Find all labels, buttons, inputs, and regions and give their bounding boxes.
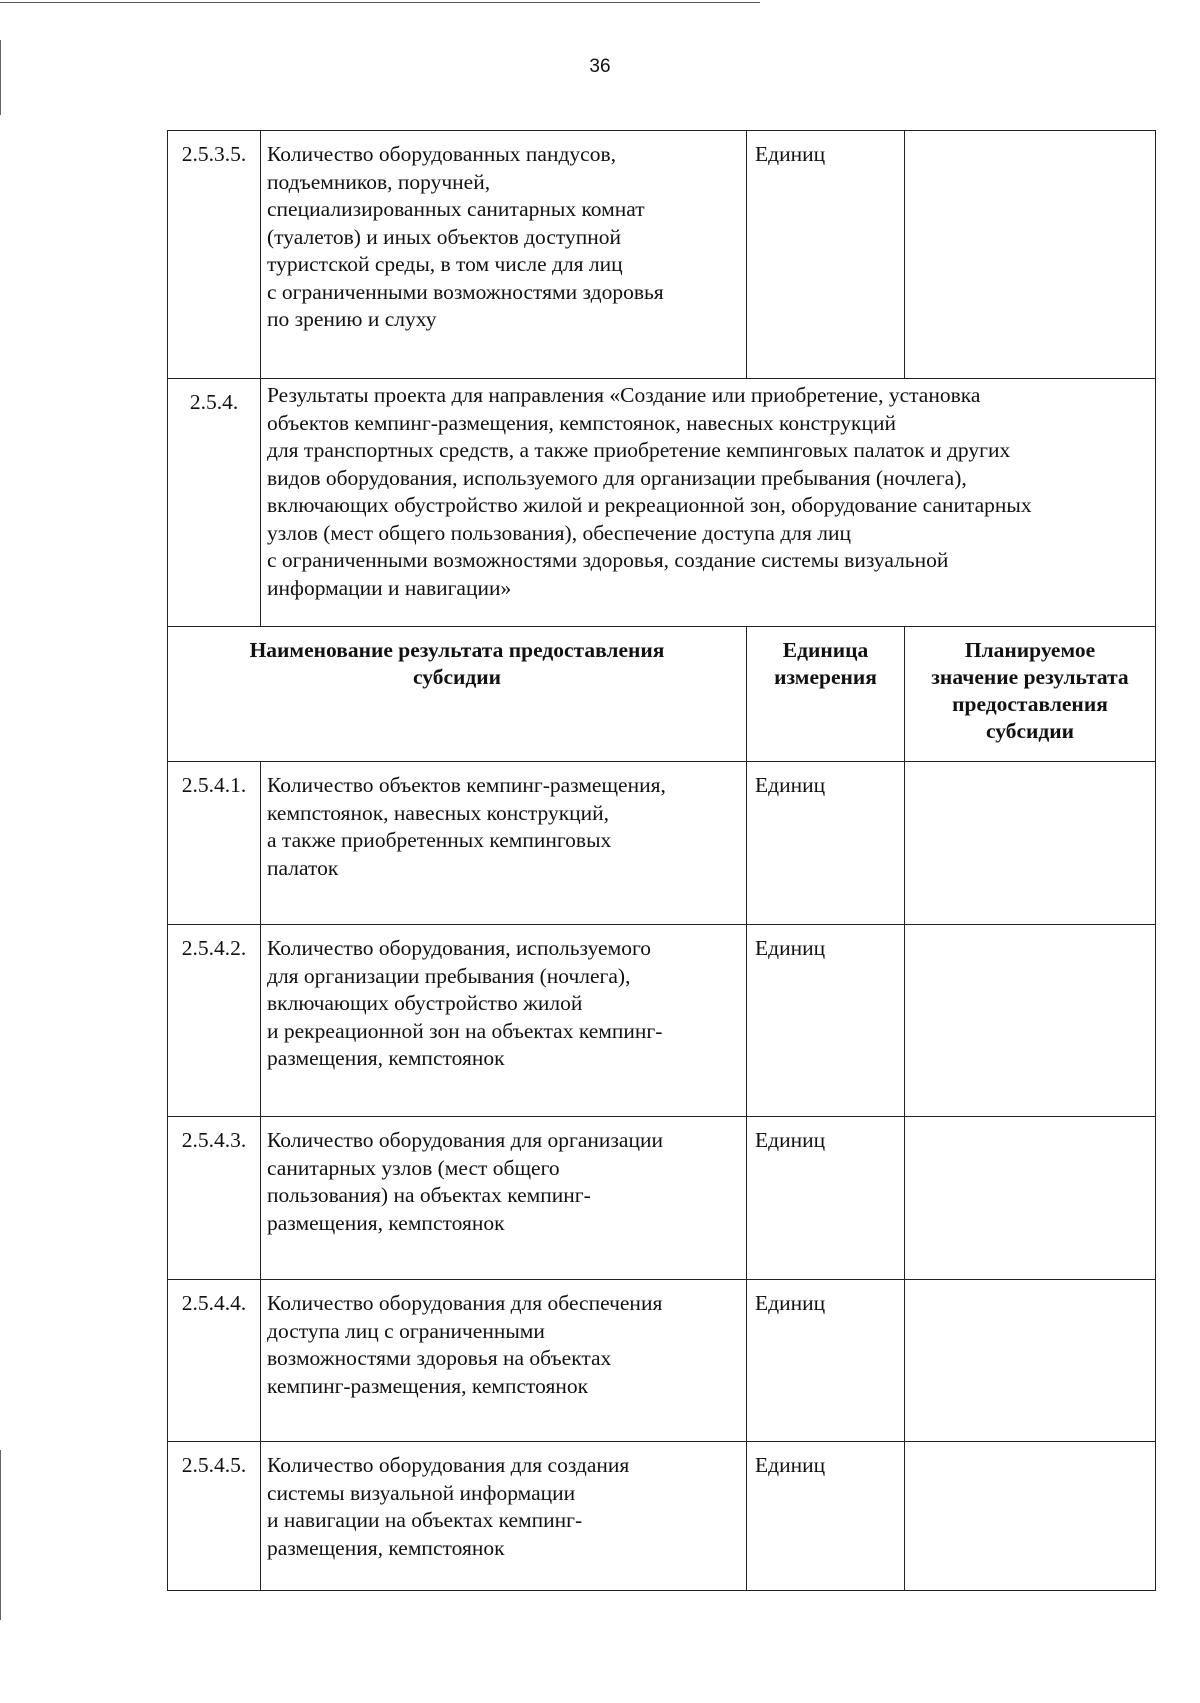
planned-value [905, 1280, 1156, 1442]
row-number: 2.5.4.1. [168, 762, 261, 925]
column-header-result-name: Наименование результата предоставления субсидии [168, 627, 747, 762]
column-header-unit: Единица измерения [747, 627, 905, 762]
subsidy-results-table [167, 130, 1156, 1591]
planned-value [905, 925, 1156, 1117]
planned-value [905, 131, 1156, 379]
table-row [168, 925, 1156, 1117]
result-name: Количество объектов кемпинг-размещения, кемпстоянок, навесных конструкций, а также приобретенных кемпинговых палаток [261, 762, 747, 925]
planned-value [905, 1117, 1156, 1280]
table-row [168, 762, 1156, 925]
section-description: Результаты проекта для направления «Создание или приобретение, установка объектов кемпинг-размещения, кемпстоянок, навесных конструкций для транспортных средств, а также приобретение кемпинговых палаток и других видов оборудования, используемого для организации пребывания (ночлега), включающих обустройство жилой и рекреационной зон, оборудование санитарных узлов (мест общего пользования), обеспечение доступа для лиц с ограниченными возможностями здоровья, создание системы визуальной информации и навигации» [261, 379, 1156, 627]
unit-of-measure: Единиц [747, 131, 905, 379]
result-name: Количество оборудования для обеспечения доступа лиц с ограниченными возможностями здоровья на объектах кемпинг-размещения, кемпстоянок [261, 1280, 747, 1442]
table-row [168, 1442, 1156, 1591]
unit-of-measure: Единиц [747, 1442, 905, 1591]
table-row [168, 1117, 1156, 1280]
result-name: Количество оборудованных пандусов, подъемников, поручней, специализированных санитарных комнат (туалетов) и иных объектов доступной туристской среды, в том числе для лиц с ограниченными возможностями здоровья по зрению и слуху [261, 131, 747, 379]
row-number: 2.5.4.2. [168, 925, 261, 1117]
scan-left-edge-mark [0, 1450, 1, 1620]
result-name: Количество оборудования, используемого для организации пребывания (ночлега), включающих обустройство жилой и рекреационной зон на объектах кемпинг- размещения, кемпстоянок [261, 925, 747, 1117]
row-number: 2.5.4.4. [168, 1280, 261, 1442]
unit-of-measure: Единиц [747, 762, 905, 925]
result-name: Количество оборудования для создания системы визуальной информации и навигации на объектах кемпинг- размещения, кемпстоянок [261, 1442, 747, 1591]
unit-of-measure: Единиц [747, 1117, 905, 1280]
row-number: 2.5.4.3. [168, 1117, 261, 1280]
table-row [168, 1280, 1156, 1442]
section-row [168, 379, 1156, 627]
result-name: Количество оборудования для организации санитарных узлов (мест общего пользования) на объектах кемпинг- размещения, кемпстоянок [261, 1117, 747, 1280]
planned-value [905, 762, 1156, 925]
row-number: 2.5.4. [168, 379, 261, 627]
unit-of-measure: Единиц [747, 1280, 905, 1442]
page-number: 36 [589, 56, 611, 77]
column-header-planned-value: Планируемое значение результата предоставления субсидии [905, 627, 1156, 762]
row-number: 2.5.3.5. [168, 131, 261, 379]
row-number: 2.5.4.5. [168, 1442, 261, 1591]
planned-value [905, 1442, 1156, 1591]
table-header-row [168, 627, 1156, 762]
table-row [168, 131, 1156, 379]
scan-top-edge-line [0, 2, 760, 3]
unit-of-measure: Единиц [747, 925, 905, 1117]
